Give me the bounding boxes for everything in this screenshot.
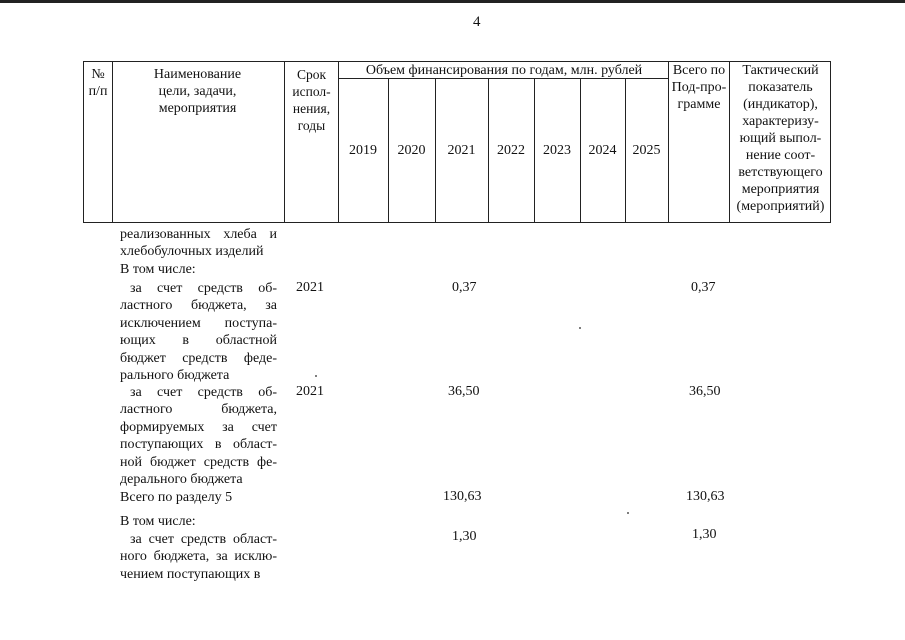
page-number: 4 bbox=[473, 14, 481, 30]
scan-speck bbox=[627, 512, 629, 514]
header-funding: Объем финансирования по годам, млн. рублей bbox=[365, 63, 643, 78]
row-section5-total-2021: 130,63 bbox=[443, 489, 482, 504]
scan-speck bbox=[579, 327, 581, 329]
header-name: Наименование цели, задачи, мероприятия bbox=[153, 67, 242, 116]
row-section5-total-total: 130,63 bbox=[686, 489, 725, 504]
year-2022: 2022 bbox=[497, 143, 525, 158]
row-regional-excl-federal-2-text: за счет средств област-ного бюджета, за исклю-чением поступающих в bbox=[120, 532, 277, 582]
row-including-label: В том числе: bbox=[120, 262, 196, 277]
row-regional-from-federal-year: 2021 bbox=[296, 384, 324, 399]
row-regional-excl-federal-year: 2021 bbox=[296, 280, 324, 295]
year-2023: 2023 bbox=[543, 143, 571, 158]
row-regional-from-federal-2021: 36,50 bbox=[448, 384, 480, 399]
row-continuation-text: реализованных хлеба и хлебобулочных изделий bbox=[120, 227, 277, 260]
year-2019: 2019 bbox=[349, 143, 377, 158]
scan-speck bbox=[315, 375, 317, 377]
year-2024: 2024 bbox=[588, 143, 617, 158]
year-2021: 2021 bbox=[447, 143, 476, 158]
row-regional-excl-federal-text: за счет средств об-ластного бюджета, за исключением поступа-ющих в областной бюджет средств феде-рального бюджета bbox=[120, 281, 277, 384]
row-including-label-2: В том числе: bbox=[120, 514, 196, 529]
header-num: № п/п bbox=[88, 67, 108, 99]
row-regional-excl-federal-total: 0,37 bbox=[691, 280, 716, 295]
row-regional-excl-federal-2021: 0,37 bbox=[452, 280, 477, 295]
scan-top-edge bbox=[0, 0, 905, 3]
header-term: Срок испол-нения, годы bbox=[292, 67, 331, 133]
row-section5-total-text: Всего по разделу 5 bbox=[120, 490, 233, 505]
row-regional-excl-federal-2-total: 1,30 bbox=[692, 527, 717, 542]
row-regional-excl-federal-2-2021: 1,30 bbox=[452, 529, 477, 544]
header-total: Всего по Под-про-грамме bbox=[671, 63, 727, 112]
header-indicator: Тактический показатель (индикатор), характеризу-ющий выпол-нение соот-ветствующего мероприятия (мероприятий) bbox=[736, 63, 825, 214]
row-regional-from-federal-total: 36,50 bbox=[689, 384, 721, 399]
row-regional-from-federal-text: за счет средств об-ластного бюджета, формируемых за счет поступающих в област-ной бюджет средств фе-дерального бюджета bbox=[120, 385, 277, 488]
year-2025: 2025 bbox=[632, 143, 661, 158]
year-2020: 2020 bbox=[397, 143, 426, 158]
